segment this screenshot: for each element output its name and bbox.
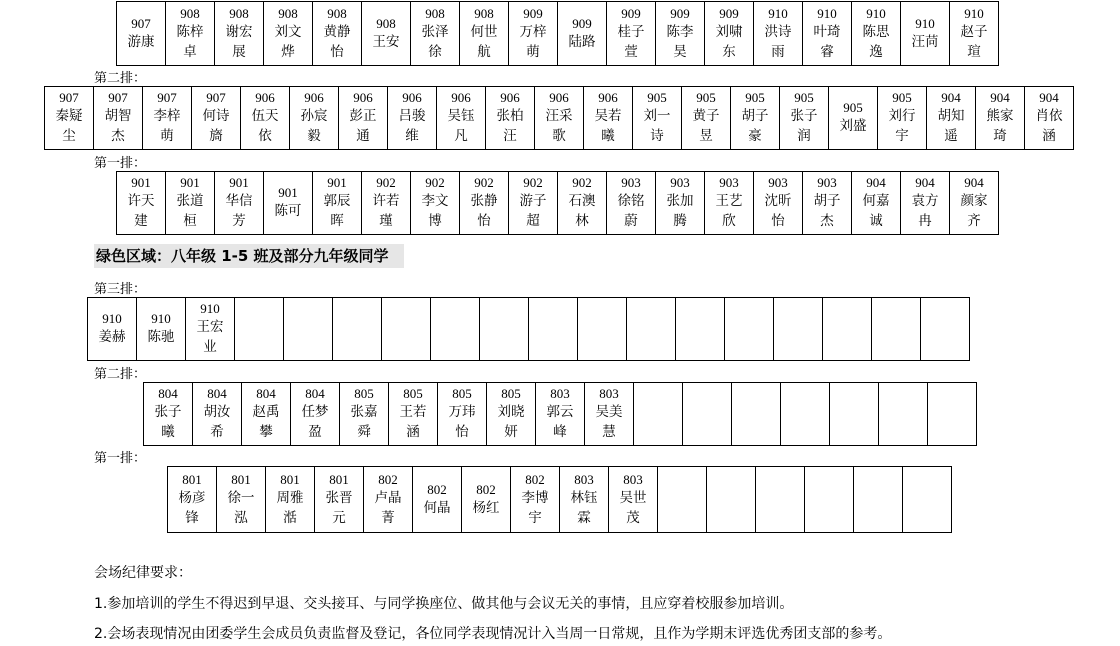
seat-cell — [413, 467, 462, 532]
student-name: 谢宏展 — [225, 23, 253, 60]
seat-cell — [193, 383, 242, 445]
student-name: 刘盛 — [839, 118, 867, 134]
class-number: 910 — [768, 5, 788, 21]
seat-cell — [339, 87, 388, 149]
student-name: 卢晶菁 — [374, 489, 402, 526]
class-number: 908 — [474, 5, 494, 21]
seat-cell — [241, 87, 290, 149]
student-name: 颜家齐 — [960, 193, 988, 229]
row-label-second: 第二排： — [94, 71, 147, 86]
row-label-third-green: 第三排： — [94, 282, 147, 297]
student-name: 张泽徐 — [421, 23, 449, 60]
student-name: 刘一诗 — [643, 108, 671, 144]
class-number: 805 — [452, 386, 472, 401]
student-name: 周雅湉 — [276, 489, 304, 526]
class-number: 907 — [59, 90, 79, 105]
class-number: 901 — [229, 175, 249, 190]
class-number: 804 — [158, 386, 178, 401]
class-number: 801 — [329, 471, 349, 487]
seat-cell — [340, 383, 389, 445]
seat-cell — [88, 298, 137, 360]
seat-cell — [487, 383, 536, 445]
seat-cell-empty — [903, 467, 952, 532]
seat-cell-empty — [823, 298, 872, 360]
class-number: 907 — [206, 90, 226, 105]
seat-cell-empty — [921, 298, 970, 360]
student-name: 秦疑尘 — [55, 108, 83, 144]
class-number: 906 — [549, 90, 569, 105]
student-name: 杨彦锋 — [178, 489, 206, 526]
class-number: 908 — [278, 5, 298, 21]
seat-cell-empty — [707, 467, 756, 532]
seat-cell-empty — [431, 298, 480, 360]
class-number: 802 — [476, 481, 496, 497]
student-name: 张子曦 — [154, 404, 182, 440]
seat-cell — [215, 172, 264, 234]
seat-cell — [511, 467, 560, 532]
seat-cell — [389, 383, 438, 445]
seat-cell — [45, 87, 94, 149]
seat-cell — [313, 2, 362, 65]
seat-cell — [682, 87, 731, 149]
class-number: 802 — [427, 481, 447, 497]
seat-cell-empty — [578, 298, 627, 360]
row-label-first: 第一排： — [94, 156, 147, 171]
class-number: 803 — [550, 386, 570, 401]
seat-cell-empty — [928, 383, 977, 445]
seat-cell — [607, 2, 656, 65]
student-name: 陆路 — [568, 33, 596, 50]
student-name: 石澳林 — [568, 193, 596, 229]
seat-cell — [362, 172, 411, 234]
student-name: 华信芳 — [225, 193, 253, 229]
seat-cell — [290, 87, 339, 149]
seat-cell — [411, 172, 460, 234]
student-name: 张嘉舜 — [350, 404, 378, 440]
student-name: 徐一泓 — [227, 489, 255, 526]
student-name: 胡子豪 — [741, 108, 769, 144]
seat-cell — [438, 383, 487, 445]
student-name: 王艺欣 — [715, 193, 743, 229]
class-number: 910 — [964, 5, 984, 21]
class-number: 901 — [278, 185, 298, 200]
seat-cell — [829, 87, 878, 149]
row-label-second-green: 第二排： — [94, 367, 147, 382]
seat-cell — [166, 172, 215, 234]
seat-cell — [144, 383, 193, 445]
student-name: 伍天依 — [251, 108, 279, 144]
student-name: 徐铭蔚 — [617, 193, 645, 229]
class-number: 908 — [229, 5, 249, 21]
student-name: 刘文烨 — [274, 23, 302, 60]
seat-cell — [362, 2, 411, 65]
class-number: 902 — [474, 175, 494, 190]
class-number: 802 — [378, 471, 398, 487]
student-name: 陈驰 — [147, 329, 175, 345]
student-name: 吴美慧 — [595, 404, 623, 440]
student-name: 王若涵 — [399, 404, 427, 440]
student-name: 孙宸毅 — [300, 108, 328, 144]
seat-cell — [536, 383, 585, 445]
seat-cell — [117, 172, 166, 234]
seat-cell — [901, 172, 950, 234]
seat-cell — [609, 467, 658, 532]
seat-cell — [852, 172, 901, 234]
class-number: 902 — [572, 175, 592, 190]
student-name: 黄子昱 — [692, 108, 720, 144]
class-number: 906 — [402, 90, 422, 105]
class-number: 803 — [623, 471, 643, 487]
class-number: 909 — [670, 5, 690, 21]
section-heading-green: 绿色区域：八年级 1-5 班及部分九年级同学 — [94, 244, 404, 268]
class-number: 909 — [621, 5, 641, 21]
class-number: 901 — [180, 175, 200, 190]
class-number: 910 — [915, 15, 935, 31]
seat-cell — [585, 383, 634, 445]
seat-cell — [168, 467, 217, 532]
class-number: 904 — [915, 175, 935, 190]
seat-cell — [852, 2, 901, 65]
seat-cell — [731, 87, 780, 149]
class-number: 903 — [768, 175, 788, 190]
student-name: 万玮怡 — [448, 404, 476, 440]
seat-cell-empty — [676, 298, 725, 360]
class-number: 902 — [425, 175, 445, 190]
student-name: 张柏汪 — [496, 108, 524, 144]
class-number: 907 — [108, 90, 128, 105]
student-name: 吴世茂 — [619, 489, 647, 526]
class-number: 908 — [376, 15, 396, 31]
seat-cell-empty — [683, 383, 732, 445]
seat-cell — [656, 172, 705, 234]
seat-cell — [878, 87, 927, 149]
student-name: 姜赫 — [98, 329, 126, 345]
class-number: 905 — [696, 90, 716, 105]
student-name: 李文博 — [421, 193, 449, 229]
seat-cell-empty — [480, 298, 529, 360]
seat-cell — [291, 383, 340, 445]
student-name: 何世航 — [470, 23, 498, 60]
seat-cell — [705, 172, 754, 234]
seat-cell-empty — [879, 383, 928, 445]
rules-title: 会场纪律要求： — [94, 565, 192, 581]
seat-cell — [264, 172, 313, 234]
class-number: 801 — [182, 471, 202, 487]
seat-cell — [264, 2, 313, 65]
seat-cell — [137, 298, 186, 360]
student-name: 杨红 — [472, 499, 500, 516]
student-name: 许若瑾 — [372, 193, 400, 229]
class-number: 904 — [964, 175, 984, 190]
class-number: 903 — [719, 175, 739, 190]
seat-cell — [901, 2, 950, 65]
seat-cell — [754, 172, 803, 234]
seat-cell — [754, 2, 803, 65]
seat-cell-empty — [774, 298, 823, 360]
seat-cell-empty — [732, 383, 781, 445]
seat-cell — [143, 87, 192, 149]
student-name: 张子润 — [790, 108, 818, 144]
class-number: 805 — [354, 386, 374, 401]
student-name: 王宏业 — [196, 319, 224, 355]
seat-cell-empty — [529, 298, 578, 360]
student-name: 李梓萌 — [153, 108, 181, 144]
seat-cell — [950, 2, 999, 65]
student-name: 张加腾 — [666, 193, 694, 229]
class-number: 804 — [207, 386, 227, 401]
student-name: 许天建 — [127, 193, 155, 229]
student-name: 肖依涵 — [1035, 108, 1063, 144]
class-number: 804 — [305, 386, 325, 401]
student-name: 陈梓卓 — [176, 23, 204, 60]
class-number: 903 — [621, 175, 641, 190]
rules-item-1: 1.参加培训的学生不得迟到早退、交头接耳、与同学换座位、做其他与会议无关的事情，且应穿着校服参加培训。 — [94, 596, 794, 612]
student-name: 黄静怡 — [323, 23, 351, 60]
student-name: 熊家琦 — [986, 108, 1014, 144]
student-name: 林钰霖 — [570, 489, 598, 526]
seat-cell — [388, 87, 437, 149]
seat-row-first-green — [167, 466, 952, 533]
class-number: 805 — [501, 386, 521, 401]
student-name: 李博宇 — [521, 489, 549, 526]
seat-cell — [217, 467, 266, 532]
class-number: 910 — [102, 311, 122, 326]
seat-cell — [560, 467, 609, 532]
seat-cell-empty — [333, 298, 382, 360]
seat-cell — [315, 467, 364, 532]
seat-cell-empty — [830, 383, 879, 445]
student-name: 张静怡 — [470, 193, 498, 229]
student-name: 汪采歌 — [545, 108, 573, 144]
student-name: 彭正通 — [349, 108, 377, 144]
seat-cell — [486, 87, 535, 149]
class-number: 909 — [523, 5, 543, 21]
class-number: 910 — [817, 5, 837, 21]
student-name: 万梓萌 — [519, 23, 547, 60]
seat-cell — [460, 172, 509, 234]
student-name: 胡智杰 — [104, 108, 132, 144]
seat-cell — [242, 383, 291, 445]
class-number: 901 — [327, 175, 347, 190]
seat-cell — [364, 467, 413, 532]
student-name: 王安 — [372, 33, 400, 50]
seat-cell-empty — [854, 467, 903, 532]
seat-cell — [94, 87, 143, 149]
seat-cell — [462, 467, 511, 532]
class-number: 803 — [599, 386, 619, 401]
seat-cell-empty — [756, 467, 805, 532]
student-name: 游子超 — [519, 193, 547, 229]
seat-cell — [313, 172, 362, 234]
rules-item-2: 2.会场表现情况由团委学生会成员负责监督及登记，各位同学表现情况计入当周一日常规，且作为学期末评选优秀团支部的参考。 — [94, 626, 892, 642]
class-number: 906 — [598, 90, 618, 105]
class-number: 904 — [1039, 90, 1059, 105]
seat-cell-empty — [634, 383, 683, 445]
seat-cell — [950, 172, 999, 234]
class-number: 906 — [255, 90, 275, 105]
seat-cell — [266, 467, 315, 532]
seat-row-second-green — [143, 382, 977, 446]
student-name: 汪苘 — [911, 33, 939, 50]
class-number: 801 — [231, 471, 251, 487]
seat-cell — [166, 2, 215, 65]
student-name: 赵禹攀 — [252, 404, 280, 440]
class-number: 908 — [425, 5, 445, 21]
row-label-first-green: 第一排： — [94, 451, 147, 466]
seat-cell — [558, 172, 607, 234]
student-name: 陈思逸 — [862, 23, 890, 60]
seat-cell — [584, 87, 633, 149]
seat-cell-empty — [781, 383, 830, 445]
seat-cell — [927, 87, 976, 149]
student-name: 郭辰晖 — [323, 193, 351, 229]
seat-cell — [535, 87, 584, 149]
class-number: 906 — [353, 90, 373, 105]
student-name: 何诗旖 — [202, 108, 230, 144]
class-number: 907 — [131, 15, 151, 31]
class-number: 908 — [327, 5, 347, 21]
seat-cell — [780, 87, 829, 149]
seat-cell-empty — [805, 467, 854, 532]
seat-cell-empty — [658, 467, 707, 532]
seat-cell — [1025, 87, 1074, 149]
student-name: 陈可 — [274, 203, 302, 219]
student-name: 何晶 — [423, 499, 451, 516]
class-number: 803 — [574, 471, 594, 487]
class-number: 906 — [451, 90, 471, 105]
class-number: 910 — [866, 5, 886, 21]
seat-cell — [411, 2, 460, 65]
student-name: 游康 — [127, 33, 155, 50]
class-number: 903 — [817, 175, 837, 190]
class-number: 901 — [131, 175, 151, 190]
student-name: 胡汝希 — [203, 404, 231, 440]
seat-cell-empty — [627, 298, 676, 360]
class-number: 905 — [794, 90, 814, 105]
class-number: 805 — [403, 386, 423, 401]
seat-row-third-green — [87, 297, 970, 361]
class-number: 905 — [745, 90, 765, 105]
seat-cell — [509, 172, 558, 234]
class-number: 906 — [500, 90, 520, 105]
student-name: 叶琦睿 — [813, 23, 841, 60]
seat-cell — [460, 2, 509, 65]
class-number: 905 — [843, 100, 863, 115]
class-number: 804 — [256, 386, 276, 401]
class-number: 801 — [280, 471, 300, 487]
student-name: 洪诗雨 — [764, 23, 792, 60]
class-number: 904 — [941, 90, 961, 105]
student-name: 桂子萱 — [617, 23, 645, 60]
seat-cell — [656, 2, 705, 65]
student-name: 任梦盈 — [301, 404, 329, 440]
seat-cell — [117, 2, 166, 65]
seat-cell — [186, 298, 235, 360]
seat-cell — [633, 87, 682, 149]
class-number: 906 — [304, 90, 324, 105]
class-number: 902 — [523, 175, 543, 190]
class-number: 909 — [572, 15, 592, 31]
student-name: 袁方冉 — [911, 193, 939, 229]
seat-cell — [607, 172, 656, 234]
class-number: 908 — [180, 5, 200, 21]
seat-cell-empty — [284, 298, 333, 360]
seat-cell — [192, 87, 241, 149]
class-number: 905 — [892, 90, 912, 105]
student-name: 陈李昊 — [666, 23, 694, 60]
student-name: 刘晓妍 — [497, 404, 525, 440]
student-name: 吴钰凡 — [447, 108, 475, 144]
class-number: 909 — [719, 5, 739, 21]
seat-cell-empty — [235, 298, 284, 360]
seat-cell — [509, 2, 558, 65]
seat-cell — [705, 2, 754, 65]
seat-cell-empty — [872, 298, 921, 360]
seat-row-top — [116, 1, 999, 66]
class-number: 904 — [866, 175, 886, 190]
student-name: 吕骏维 — [398, 108, 426, 144]
seat-cell — [437, 87, 486, 149]
student-name: 赵子瑄 — [960, 23, 988, 60]
student-name: 吴若曦 — [594, 108, 622, 144]
student-name: 何嘉诚 — [862, 193, 890, 229]
class-number: 903 — [670, 175, 690, 190]
student-name: 沈昕怡 — [764, 193, 792, 229]
class-number: 910 — [151, 311, 171, 326]
student-name: 胡知遥 — [937, 108, 965, 144]
class-number: 902 — [376, 175, 396, 190]
seat-row-first — [116, 171, 999, 235]
student-name: 刘啸东 — [715, 23, 743, 60]
class-number: 910 — [200, 301, 220, 316]
seat-cell — [976, 87, 1025, 149]
seat-cell-empty — [725, 298, 774, 360]
student-name: 郭云峰 — [546, 404, 574, 440]
seat-cell — [558, 2, 607, 65]
seat-cell — [803, 172, 852, 234]
student-name: 刘行宇 — [888, 108, 916, 144]
seat-row-second — [44, 86, 1074, 150]
class-number: 904 — [990, 90, 1010, 105]
student-name: 张道桓 — [176, 193, 204, 229]
seat-cell-empty — [382, 298, 431, 360]
seat-cell — [803, 2, 852, 65]
student-name: 胡子杰 — [813, 193, 841, 229]
class-number: 802 — [525, 471, 545, 487]
class-number: 905 — [647, 90, 667, 105]
class-number: 907 — [157, 90, 177, 105]
student-name: 张晋元 — [325, 489, 353, 526]
seat-cell — [215, 2, 264, 65]
